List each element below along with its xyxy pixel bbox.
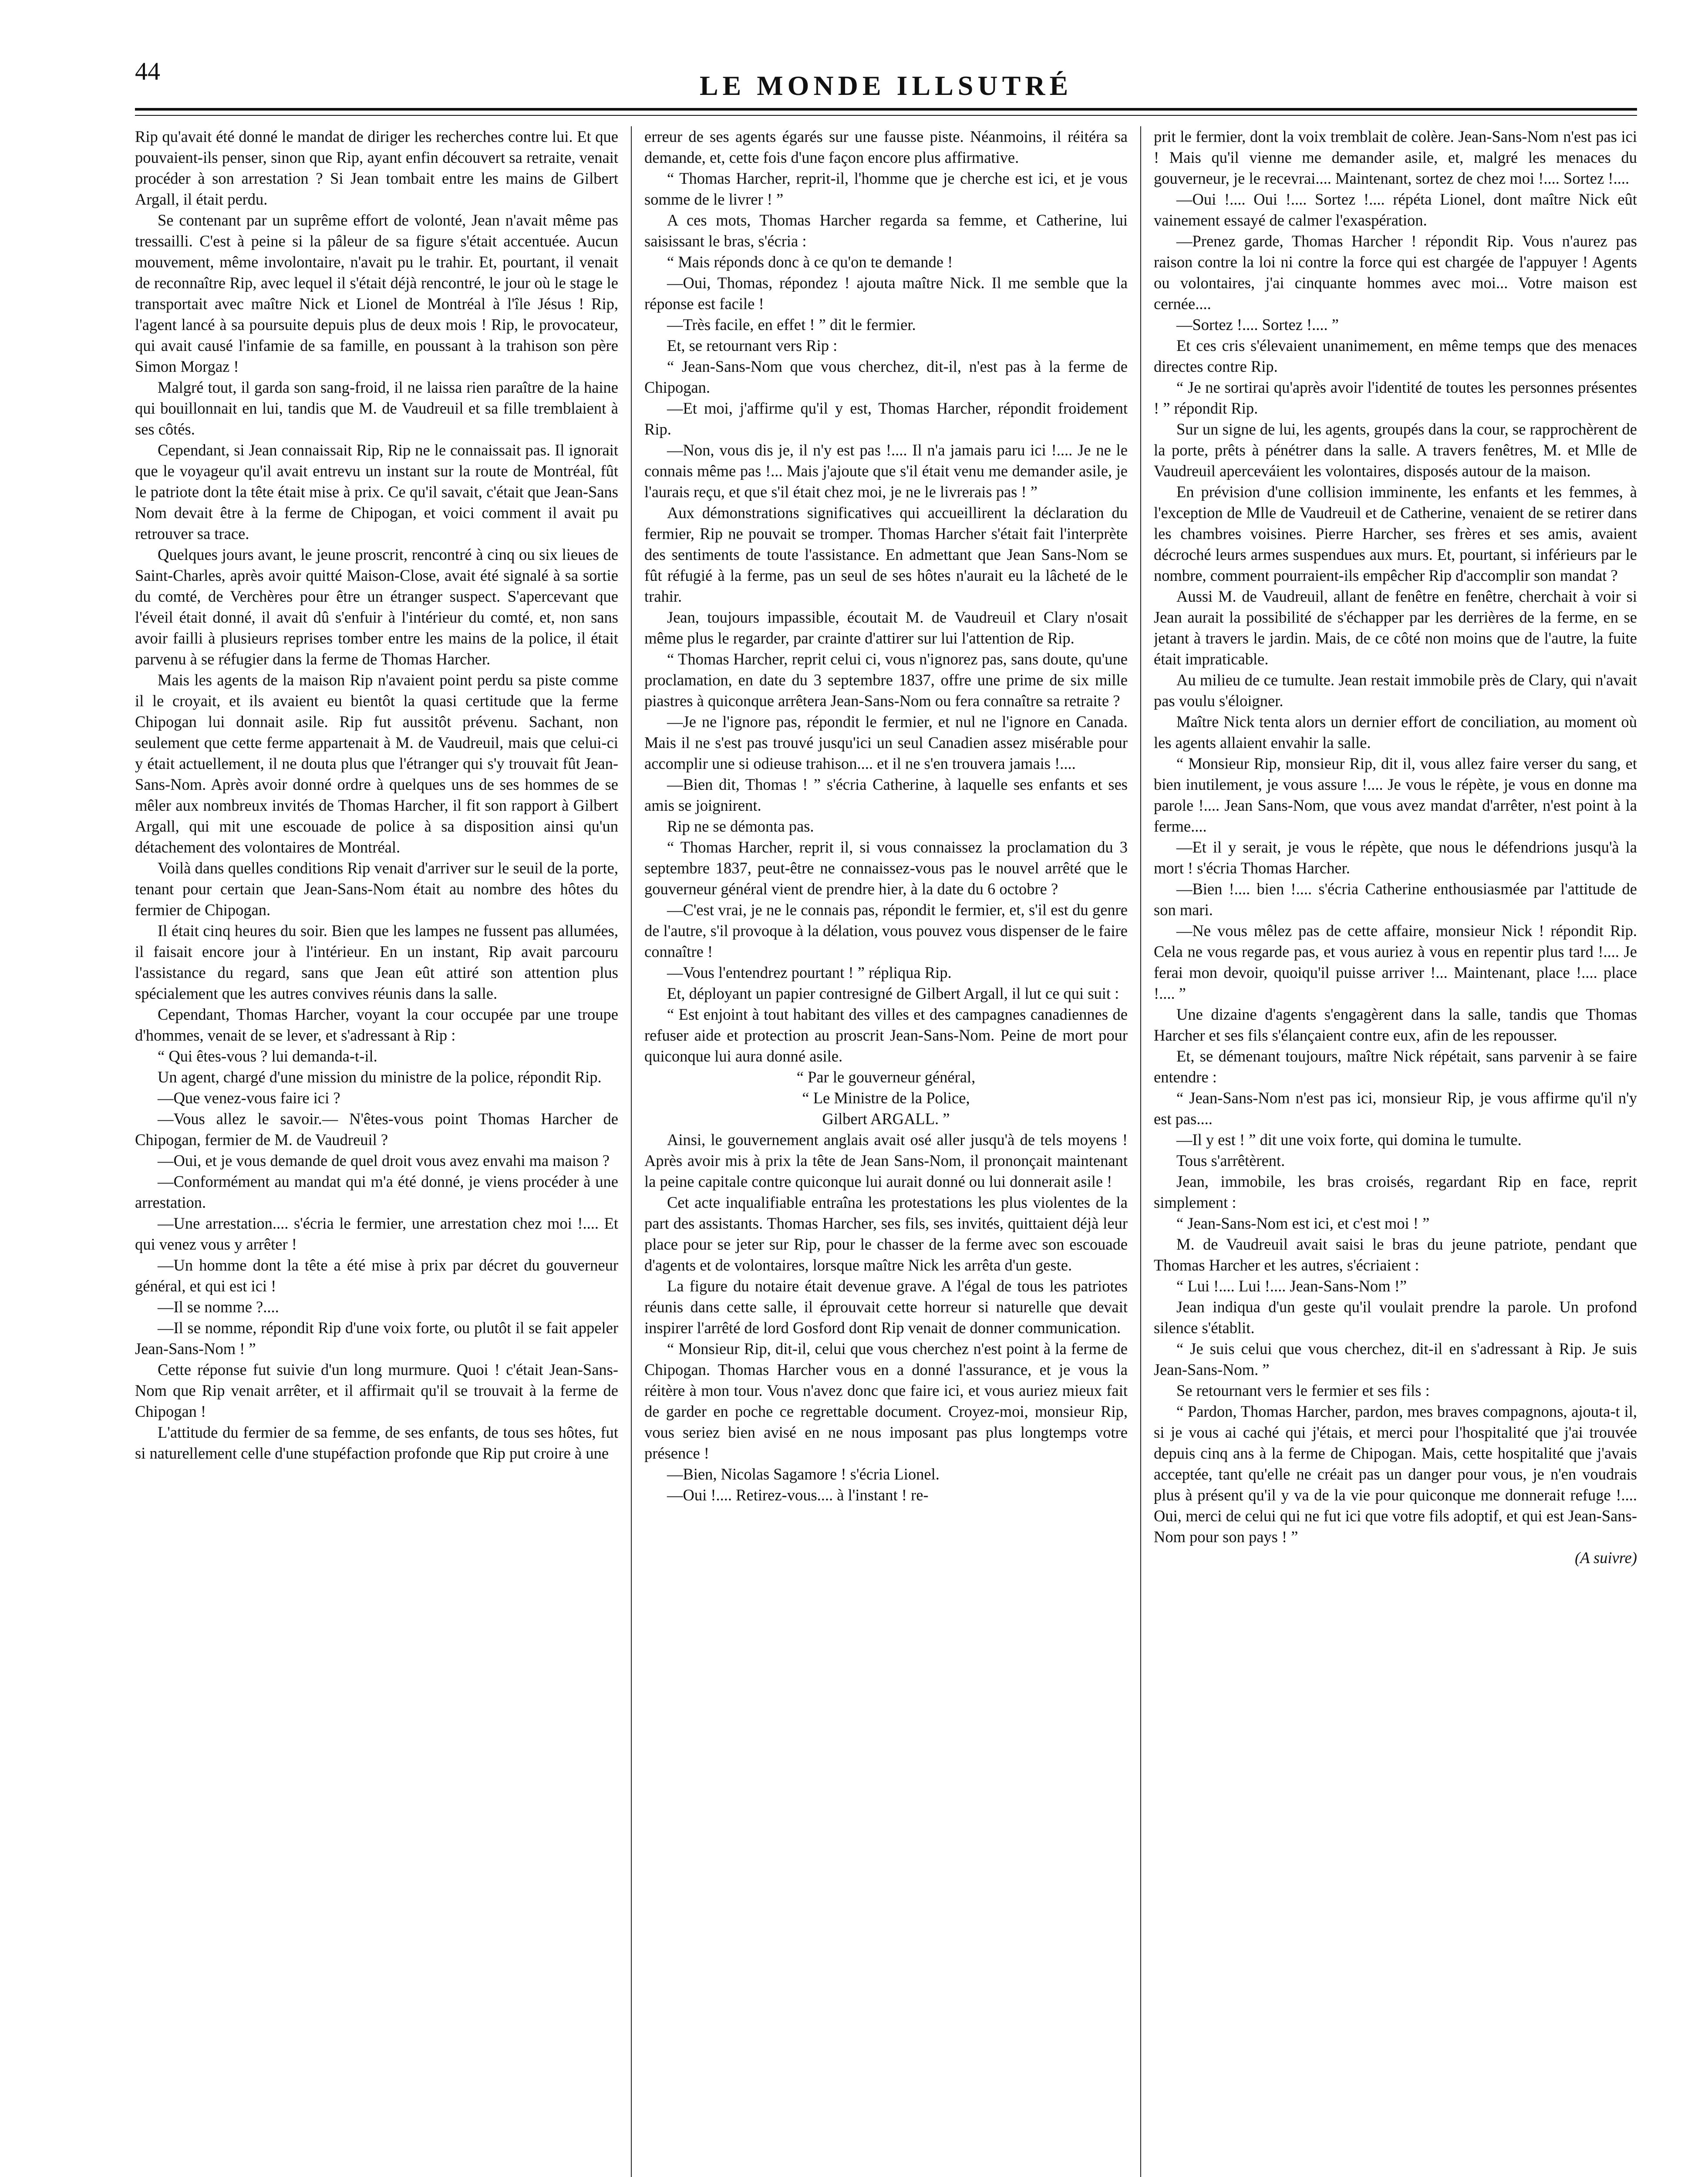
paragraph: L'attitude du fermier de sa femme, de ses enfants, de tous ses hôtes, fut si naturellement celle d'une stupéfaction profonde que Rip put croire à une <box>135 1423 618 1462</box>
paragraph: —Il se nomme ?.... <box>158 1298 279 1316</box>
paragraph: —Il se nomme, répondit Rip d'une voix forte, ou plutôt il se fait appeler Jean-Sans-Nom ! ” <box>135 1319 618 1358</box>
paragraph: “ Pardon, Thomas Harcher, pardon, mes braves compagnons, ajouta-t il, si je vous ai caché qui j'étais, et merci pour l'hospitalité que j'ai trouvée depuis cinq ans à la ferme de Chipogan. Mais, cette hospitalité que j'avais acceptée, tant qu'elle ne créait pas un danger pour vous, je n'en voudrais plus à présent qu'il y va de la vie pour quiconque me donnerait refuge !.... Oui, merci de celui qui ne fut ici que votre fils adoptif, et qui est Jean-Sans-Nom pour son pays ! ” <box>1154 1402 1637 1546</box>
paragraph: La figure du notaire était devenue grave. A l'égal de tous les patriotes réunis dans cette salle, il éprouvait cette horreur si naturelle que devait inspirer l'arrêté de lord Gosford dont Rip venait de donner communication. <box>644 1277 1128 1337</box>
paragraph: “ Est enjoint à tout habitant des villes et des campagnes canadiennes de refuser aide et protection au proscrit Jean-Sans-Nom. Peine de mort pour quiconque lui aura donné asile. <box>644 1005 1128 1065</box>
paragraph: Jean, immobile, les bras croisés, regardant Rip en face, reprit simplement : <box>1154 1173 1637 1211</box>
paragraph: Cet acte inqualifiable entraîna les protestations les plus violentes de la part des assistants. Thomas Harcher, ses fils, ses invités, quittaient déjà leur place pour se jeter sur Rip, pour le chasser de la ferme avec son escouade d'agents et de volontaires, lorsque maître Nick les arrêta d'un geste. <box>644 1193 1128 1274</box>
paragraph: “ Par le gouverneur général, <box>796 1068 976 1086</box>
paragraph: Et, déployant un papier contresigné de Gilbert Argall, il lut ce qui suit : <box>667 984 1119 1002</box>
paragraph: Un agent, chargé d'une mission du ministre de la police, répondit Rip. <box>158 1068 602 1086</box>
paragraph: M. de Vaudreuil avait saisi le bras du jeune patriote, pendant que Thomas Harcher et les autres, s'écriaient : <box>1154 1235 1637 1274</box>
paragraph: —Vous l'entendrez pourtant ! ” répliqua Rip. <box>667 964 952 981</box>
paragraph: —Sortez !.... Sortez !.... ” <box>1176 316 1339 334</box>
column-separator <box>631 126 632 2177</box>
article-columns <box>135 126 1637 2177</box>
paragraph: “ Thomas Harcher, reprit il, si vous connaissez la proclamation du 3 septembre 1837, peut-être ne connaissez-vous pas le nouvel arrêté que le gouverneur général vient de prendre hier, à la date du 6 octobre ? <box>644 838 1128 898</box>
paragraph: (A suivre) <box>1575 1549 1637 1567</box>
paragraph: Cependant, si Jean connaissait Rip, Rip ne le connaissait pas. Il ignorait que le voyageur qu'il avait entrevu un instant sur la route de Montréal, fût le patriote dont la tête était mise à prix. Ce qu'il savait, c'était que Jean-Sans Nom devait être à la ferme de Chipogan, et voici comment il avait pu retrouver sa trace. <box>135 441 618 543</box>
paragraph: Mais les agents de la maison Rip n'avaient point perdu sa piste comme il le croyait, et ils avaient eu bientôt la quasi certitude que la ferme Chipogan lui donnait asile. Rip fut aussitôt prévenu. Sachant, non seulement que cette ferme appartenait à M. de Vaudreuil, mais que celui-ci y était actuellement, il ne douta plus que l'étranger qui s'y trouvait fût Jean-Sans-Nom. Après avoir donné ordre à quelques uns de ses hommes de se mêler aux nombreux invités de Thomas Harcher, il fit son rapport à Gilbert Argall, qui mit une escouade de police à sa disposition ainsi qu'un détachement des volontaires de Montréal. <box>135 671 618 856</box>
masthead-title: LE MONDE ILLSUTRÉ <box>699 70 1073 101</box>
paragraph: —Une arrestation.... s'écria le fermier, une arrestation chez moi !.... Et qui venez vous y arrêter ! <box>135 1214 618 1253</box>
paragraph: “ Monsieur Rip, monsieur Rip, dit il, vous allez faire verser du sang, et bien inutilement, je vous assure !.... Je vous le répète, je vous en donne ma parole !.... Jean Sans-Nom, que vous avez mandat d'arrêter, n'est point à la ferme.... <box>1154 755 1637 835</box>
paragraph: —Oui !.... Oui !.... Sortez !.... répéta Lionel, dont maître Nick eût vainement essayé de calmer l'exaspération. <box>1154 190 1637 229</box>
paragraph: —Ne vous mêlez pas de cette affaire, monsieur Nick ! répondit Rip. Cela ne vous regarde pas, et vous auriez à vous en repentir plus tard !.... Je ferai mon devoir, quoiqu'il puisse arriver !... Maintenant, place !.... place !.... ” <box>1154 922 1637 1002</box>
paragraph: “ Lui !.... Lui !.... Jean-Sans-Nom !” <box>1176 1277 1407 1295</box>
paragraph: Et ces cris s'élevaient unanimement, en même temps que des menaces directes contre Rip. <box>1154 337 1637 375</box>
paragraph: —Très facile, en effet ! ” dit le fermier. <box>667 316 916 334</box>
paragraph: “ Mais réponds donc à ce qu'on te demande ! <box>667 253 953 271</box>
paragraph: Sur un signe de lui, les agents, groupés dans la cour, se rapprochèrent de la porte, prêts à pénétrer dans la salle. A travers fenêtres, M. et Mlle de Vaudreuil aperceváient les volontaires, disposés autour de la maison. <box>1154 420 1637 480</box>
paragraph: Rip qu'avait été donné le mandat de diriger les recherches contre lui. Et que pouvaient-ils penser, sinon que Rip, ayant enfin découvert sa retraite, venait procéder à son arrestation ? Si Jean tombait entre les mains de Gilbert Argall, il était perdu. <box>135 128 618 208</box>
paragraph: —Bien !.... bien !.... s'écria Catherine enthousiasmée par l'attitude de son mari. <box>1154 880 1637 919</box>
paragraph: “ Jean-Sans-Nom que vous cherchez, dit-il, n'est pas à la ferme de Chipogan. <box>644 357 1128 396</box>
paragraph: prit le fermier, dont la voix tremblait de colère. Jean-Sans-Nom n'est pas ici ! Mais qu'il vienne me demander asile, et, malgré les menaces du gouverneur, je le recevrai.... Maintenant, sortez de chez moi !.... Sortez !.... <box>1154 128 1637 187</box>
paragraph: Gilbert ARGALL. ” <box>822 1110 950 1128</box>
paragraph: “ Monsieur Rip, dit-il, celui que vous cherchez n'est point à la ferme de Chipogan. Thomas Harcher vous en a donné l'assurance, et je vous la réitère à mon tour. Vous n'avez donc que faire ici, et vous auriez mieux fait de garder en poche ce regrettable document. Croyez-moi, monsieur Rip, vous seriez bien avisé en ne nous imposant pas plus longtemps votre présence ! <box>644 1340 1128 1462</box>
paragraph: “ Je suis celui que vous cherchez, dit-il en s'adressant à Rip. Je suis Jean-Sans-Nom. ” <box>1154 1340 1637 1378</box>
paragraph: “ Jean-Sans-Nom est ici, et c'est moi ! ” <box>1176 1214 1430 1232</box>
paragraph: Au milieu de ce tumulte. Jean restait immobile près de Clary, qui n'avait pas voulu s'éloigner. <box>1154 671 1637 710</box>
paragraph: “ Thomas Harcher, reprit celui ci, vous n'ignorez pas, sans doute, qu'une proclamation, en date du 3 septembre 1837, offre une prime de six mille piastres à quiconque arrêtera Jean-Sans-Nom ou fera connaître sa retraite ? <box>644 650 1128 710</box>
paragraph: —Un homme dont la tête a été mise à prix par décret du gouverneur général, et qui est ici ! <box>135 1256 618 1295</box>
text-column-2 <box>644 126 1128 2177</box>
paragraph: —Que venez-vous faire ici ? <box>158 1089 340 1107</box>
paragraph: “ Qui êtes-vous ? lui demanda-t-il. <box>158 1047 377 1065</box>
paragraph: —Non, vous dis je, il n'y est pas !.... Il n'a jamais paru ici !.... Je ne le connais même pas !... Mais j'ajoute que s'il était venu me demander asile, je l'aurais reçu, et que s'il était chez moi, je ne le livrerais pas ! ” <box>644 441 1128 501</box>
paragraph: Ainsi, le gouvernement anglais avait osé aller jusqu'à de tels moyens ! Après avoir mis à prix la tête de Jean Sans-Nom, il prononçait maintenant la peine capitale contre quiconque lui aurait donné ou lui donnerait asile ! <box>644 1131 1128 1190</box>
paragraph: —Oui, Thomas, répondez ! ajouta maître Nick. Il me semble que la réponse est facile ! <box>644 274 1128 313</box>
paragraph: Se contenant par un suprême effort de volonté, Jean n'avait même pas tressailli. C'est à peine si la pâleur de sa figure s'était accentuée. Aucun mouvement, même involontaire, n'avait pu le trahir. Et, pourtant, il venait de reconnaître Rip, avec lequel il s'était déjà rencontré, le jour où le stage le transportait avec maître Nick et Lionel de Montréal à l'île Jésus ! Rip, l'agent lancé à sa poursuite depuis plus de deux mois ! Rip, le provocateur, qui avait causé l'infamie de sa famille, en poussant à la trahison son père Simon Morgaz ! <box>135 211 618 375</box>
paragraph: Rip ne se démonta pas. <box>667 817 814 835</box>
text-column-3 <box>1154 126 1637 2177</box>
page-number: 44 <box>135 57 160 85</box>
paragraph: Cette réponse fut suivie d'un long murmure. Quoi ! c'était Jean-Sans-Nom que Rip venait arrêter, et il affirmait qu'il se trouvait à la ferme de Chipogan ! <box>135 1361 618 1420</box>
paragraph: —Et il y serait, je vous le répète, que nous le défendrions jusqu'à la mort ! s'écria Thomas Harcher. <box>1154 838 1637 877</box>
paragraph: —Oui, et je vous demande de quel droit vous avez envahi ma maison ? <box>158 1152 610 1169</box>
paragraph: —Prenez garde, Thomas Harcher ! répondit Rip. Vous n'aurez pas raison contre la loi ni contre la force qui est chargée de l'appuyer ! Agents ou volontaires, j'ai cinquante hommes avec moi... Votre maison est cernée.... <box>1154 232 1637 313</box>
text-column-1 <box>135 126 618 2177</box>
paragraph: Et, se retournant vers Rip : <box>667 337 838 354</box>
paragraph: Voilà dans quelles conditions Rip venait d'arriver sur le seuil de la porte, tenant pour certain que Jean-Sans-Nom était au nombre des hôtes du fermier de Chipogan. <box>135 859 618 919</box>
header-rule-thin <box>135 115 1637 116</box>
paragraph: Maître Nick tenta alors un dernier effort de conciliation, au moment où les agents allaient envahir la salle. <box>1154 713 1637 752</box>
paragraph: erreur de ses agents égarés sur une fausse piste. Néanmoins, il réitéra sa demande, et, cette fois d'une façon encore plus affirmative. <box>644 128 1128 166</box>
paragraph: Jean indiqua d'un geste qu'il voulait prendre la parole. Un profond silence s'établit. <box>1154 1298 1637 1337</box>
paragraph: —Bien, Nicolas Sagamore ! s'écria Lionel. <box>667 1465 940 1483</box>
paragraph: Aux démonstrations significatives qui accueillirent la déclaration du fermier, Rip ne pouvait se tromper. Thomas Harcher s'était fait l'interprète des sentiments de toute l'assistance. En admettant que Jean Sans-Nom se fût réfugié à la ferme, pas un seul de ses hôtes n'aurait eu la lâcheté de le trahir. <box>644 504 1128 605</box>
paragraph: “ Je ne sortirai qu'après avoir l'identité de toutes les personnes présentes ! ” répondit Rip. <box>1154 378 1637 417</box>
paragraph: Quelques jours avant, le jeune proscrit, rencontré à cinq ou six lieues de Saint-Charles, après avoir quitté Maison-Close, avait été signalé à sa sortie du comté, de Verchères pour être un étranger suspect. S'apercevant que l'éveil était donné, il avait dû s'enfuir à l'intérieur du comté, et, non sans avoir failli à plusieurs reprises tomber entre les mains de la police, il était parvenu à se réfugier dans la ferme de Thomas Harcher. <box>135 546 618 668</box>
paragraph: En prévision d'une collision imminente, les enfants et les femmes, à l'exception de Mlle de Vaudreuil et de Catherine, venaient de se retirer dans les chambres voisines. Pierre Harcher, ses frères et ses amis, avaient décroché leurs armes suspendues aux murs. Et, pourtant, si inférieurs par le nombre, comment pourraient-ils empêcher Rip d'accomplir son mandat ? <box>1154 483 1637 584</box>
paragraph: “ Jean-Sans-Nom n'est pas ici, monsieur Rip, je vous affirme qu'il n'y est pas.... <box>1154 1089 1637 1128</box>
paragraph: “ Le Ministre de la Police, <box>802 1089 970 1107</box>
paragraph: Se retournant vers le fermier et ses fils : <box>1176 1382 1430 1399</box>
paragraph: A ces mots, Thomas Harcher regarda sa femme, et Catherine, lui saisissant le bras, s'écria : <box>644 211 1128 250</box>
header-rule-thick <box>135 108 1637 111</box>
paragraph: —Et moi, j'affirme qu'il y est, Thomas Harcher, répondit froidement Rip. <box>644 399 1128 438</box>
paragraph: —Il y est ! ” dit une voix forte, qui domina le tumulte. <box>1176 1131 1522 1149</box>
paragraph: Tous s'arrêtèrent. <box>1176 1152 1285 1169</box>
paragraph: Malgré tout, il garda son sang-froid, il ne laissa rien paraître de la haine qui bouillonnait en lui, tandis que M. de Vaudreuil et sa fille tremblaient à ses côtés. <box>135 378 618 438</box>
paragraph: Une dizaine d'agents s'engagèrent dans la salle, tandis que Thomas Harcher et ses fils s'élançaient contre eux, afin de les repousser. <box>1154 1005 1637 1044</box>
paragraph: Aussi M. de Vaudreuil, allant de fenêtre en fenêtre, cherchait à voir si Jean aurait la possibilité de s'échapper par les derrières de la ferme, en se jetant à travers le jardin. Mais, de ce côté non moins que de l'autre, la fuite était impraticable. <box>1154 587 1637 668</box>
column-separator <box>1140 126 1141 2177</box>
paragraph: —C'est vrai, je ne le connais pas, répondit le fermier, et, s'il est du genre de l'autre, s'il provoque à la délation, vous pouvez vous dispenser de le faire connaître ! <box>644 901 1128 960</box>
paragraph: Jean, toujours impassible, écoutait M. de Vaudreuil et Clary n'osait même plus le regarder, par crainte d'attirer sur lui l'attention de Rip. <box>644 608 1128 647</box>
paragraph: —Oui !.... Retirez-vous.... à l'instant ! re- <box>667 1486 929 1504</box>
paragraph: —Bien dit, Thomas ! ” s'écria Catherine, à laquelle ses enfants et ses amis se joignirent. <box>644 775 1128 814</box>
paragraph: Cependant, Thomas Harcher, voyant la cour occupée par une troupe d'hommes, venait de se lever, et s'adressant à Rip : <box>135 1005 618 1044</box>
paragraph: —Conformément au mandat qui m'a été donné, je viens procéder à une arrestation. <box>135 1173 618 1211</box>
paragraph: —Vous allez le savoir.— N'êtes-vous point Thomas Harcher de Chipogan, fermier de M. de Vaudreuil ? <box>135 1110 618 1149</box>
paragraph: Et, se démenant toujours, maître Nick répétait, sans parvenir à se faire entendre : <box>1154 1047 1637 1086</box>
paragraph: —Je ne l'ignore pas, répondit le fermier, et nul ne l'ignore en Canada. Mais il ne s'est pas trouvé jusqu'ici un seul Canadien assez misérable pour accomplir une si odieuse trahison.... et il ne s'en trouvera jamais !.... <box>644 713 1128 772</box>
page-header <box>135 52 1637 122</box>
paragraph: “ Thomas Harcher, reprit-il, l'homme que je cherche est ici, et je vous somme de le livrer ! ” <box>644 169 1128 208</box>
paragraph: Il était cinq heures du soir. Bien que les lampes ne fussent pas allumées, il faisait encore jour à l'intérieur. En un instant, Rip avait parcouru l'assistance du regard, sans que Jean eût attiré son attention plus spécialement que les autres convives réunis dans la salle. <box>135 922 618 1002</box>
